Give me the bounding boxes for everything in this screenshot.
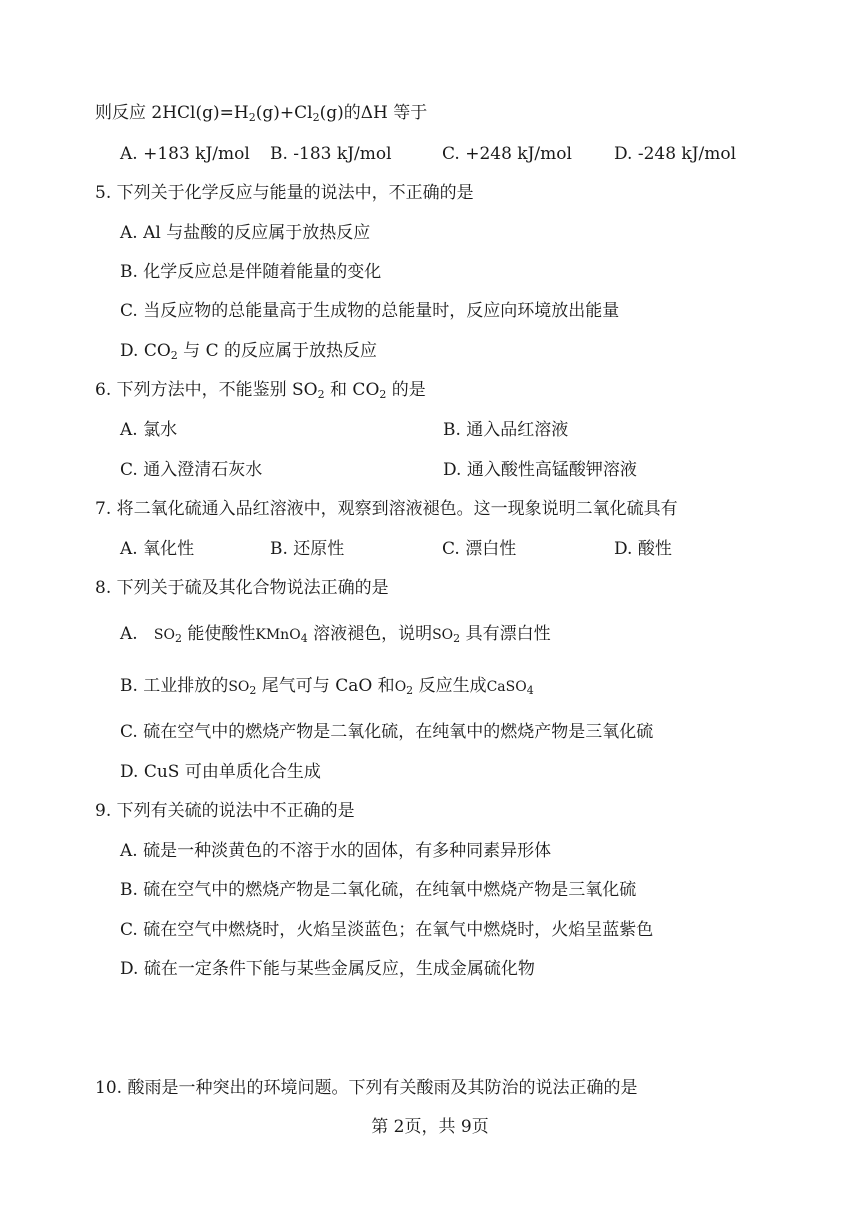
question-5-option-c: C. 当反应物的总能量高于生成物的总能量时，反应向环境放出能量 [120, 301, 620, 321]
question-9-option-c: C. 硫在空气中燃烧时，火焰呈淡蓝色；在氧气中燃烧时，火焰呈蓝紫色 [120, 920, 654, 940]
option-b: B. 还原性 [270, 539, 345, 559]
option-a: A. +183 kJ/mol [120, 144, 250, 164]
question-7-options [120, 539, 672, 559]
question-8-option-a: A. $SO_2$ 能使酸性KMnO$_4$ 溶液褪色，说明$SO_2$ 具有漂白性 [120, 624, 551, 645]
question-4-continuation: 则反应 $2HCl(g)=H_2(g)+Cl_2(g)$的ΔH 等于 [95, 103, 428, 124]
question-6-option-b: B. 通入品红溶液 [443, 420, 569, 440]
option-b: B. -183 kJ/mol [270, 144, 392, 164]
question-5-stem: 5. 下列关于化学反应与能量的说法中，不正确的是 [95, 183, 474, 203]
question-6-stem: 6. 下列方法中，不能鉴别 $SO_2$ 和 $CO_2$ 的是 [95, 380, 426, 401]
question-8-option-b: B. 工业排放的$SO_2$ 尾气可与 CaO 和$O_2$ 反应生成CaSO$_4$ [120, 676, 534, 697]
question-6-option-d: D. 通入酸性高锰酸钾溶液 [443, 460, 637, 480]
question-9-option-b: B. 硫在空气中的燃烧产物是二氧化硫，在纯氧中燃烧产物是三氧化硫 [120, 880, 637, 900]
question-6-option-a: A. 氯水 [120, 420, 178, 440]
question-9-option-d: D. 硫在一定条件下能与某些金属反应，生成金属硫化物 [120, 959, 535, 979]
question-5-option-d: D. $CO_2$ 与 C 的反应属于放热反应 [120, 341, 377, 362]
question-9-option-a: A. 硫是一种淡黄色的不溶于水的固体，有多种同素异形体 [120, 841, 552, 861]
option-a: A. 氧化性 [120, 539, 195, 559]
page-number-footer: 第 2页，共 9页 [371, 1117, 489, 1137]
question-6-option-c: C. 通入澄清石灰水 [120, 460, 263, 480]
option-c: C. 漂白性 [442, 539, 517, 559]
question-4-options [120, 144, 736, 164]
question-7-stem: 7. 将二氧化硫通入品红溶液中，观察到溶液褪色。这一现象说明二氧化硫具有 [95, 499, 678, 519]
question-5-option-a: A. Al 与盐酸的反应属于放热反应 [120, 223, 371, 243]
question-5-option-b: B. 化学反应总是伴随着能量的变化 [120, 262, 382, 282]
question-10-stem: 10. 酸雨是一种突出的环境问题。下列有关酸雨及其防治的说法正确的是 [95, 1078, 638, 1098]
question-8-option-d: D. CuS 可由单质化合生成 [120, 762, 321, 782]
option-d: D. -248 kJ/mol [614, 144, 737, 164]
question-9-stem: 9. 下列有关硫的说法中不正确的是 [95, 801, 355, 821]
question-8-option-c: C. 硫在空气中的燃烧产物是二氧化硫，在纯氧中的燃烧产物是三氧化硫 [120, 722, 654, 742]
question-8-stem: 8. 下列关于硫及其化合物说法正确的是 [95, 578, 389, 598]
option-d: D. 酸性 [614, 539, 672, 559]
option-c: C. +248 kJ/mol [442, 144, 572, 164]
